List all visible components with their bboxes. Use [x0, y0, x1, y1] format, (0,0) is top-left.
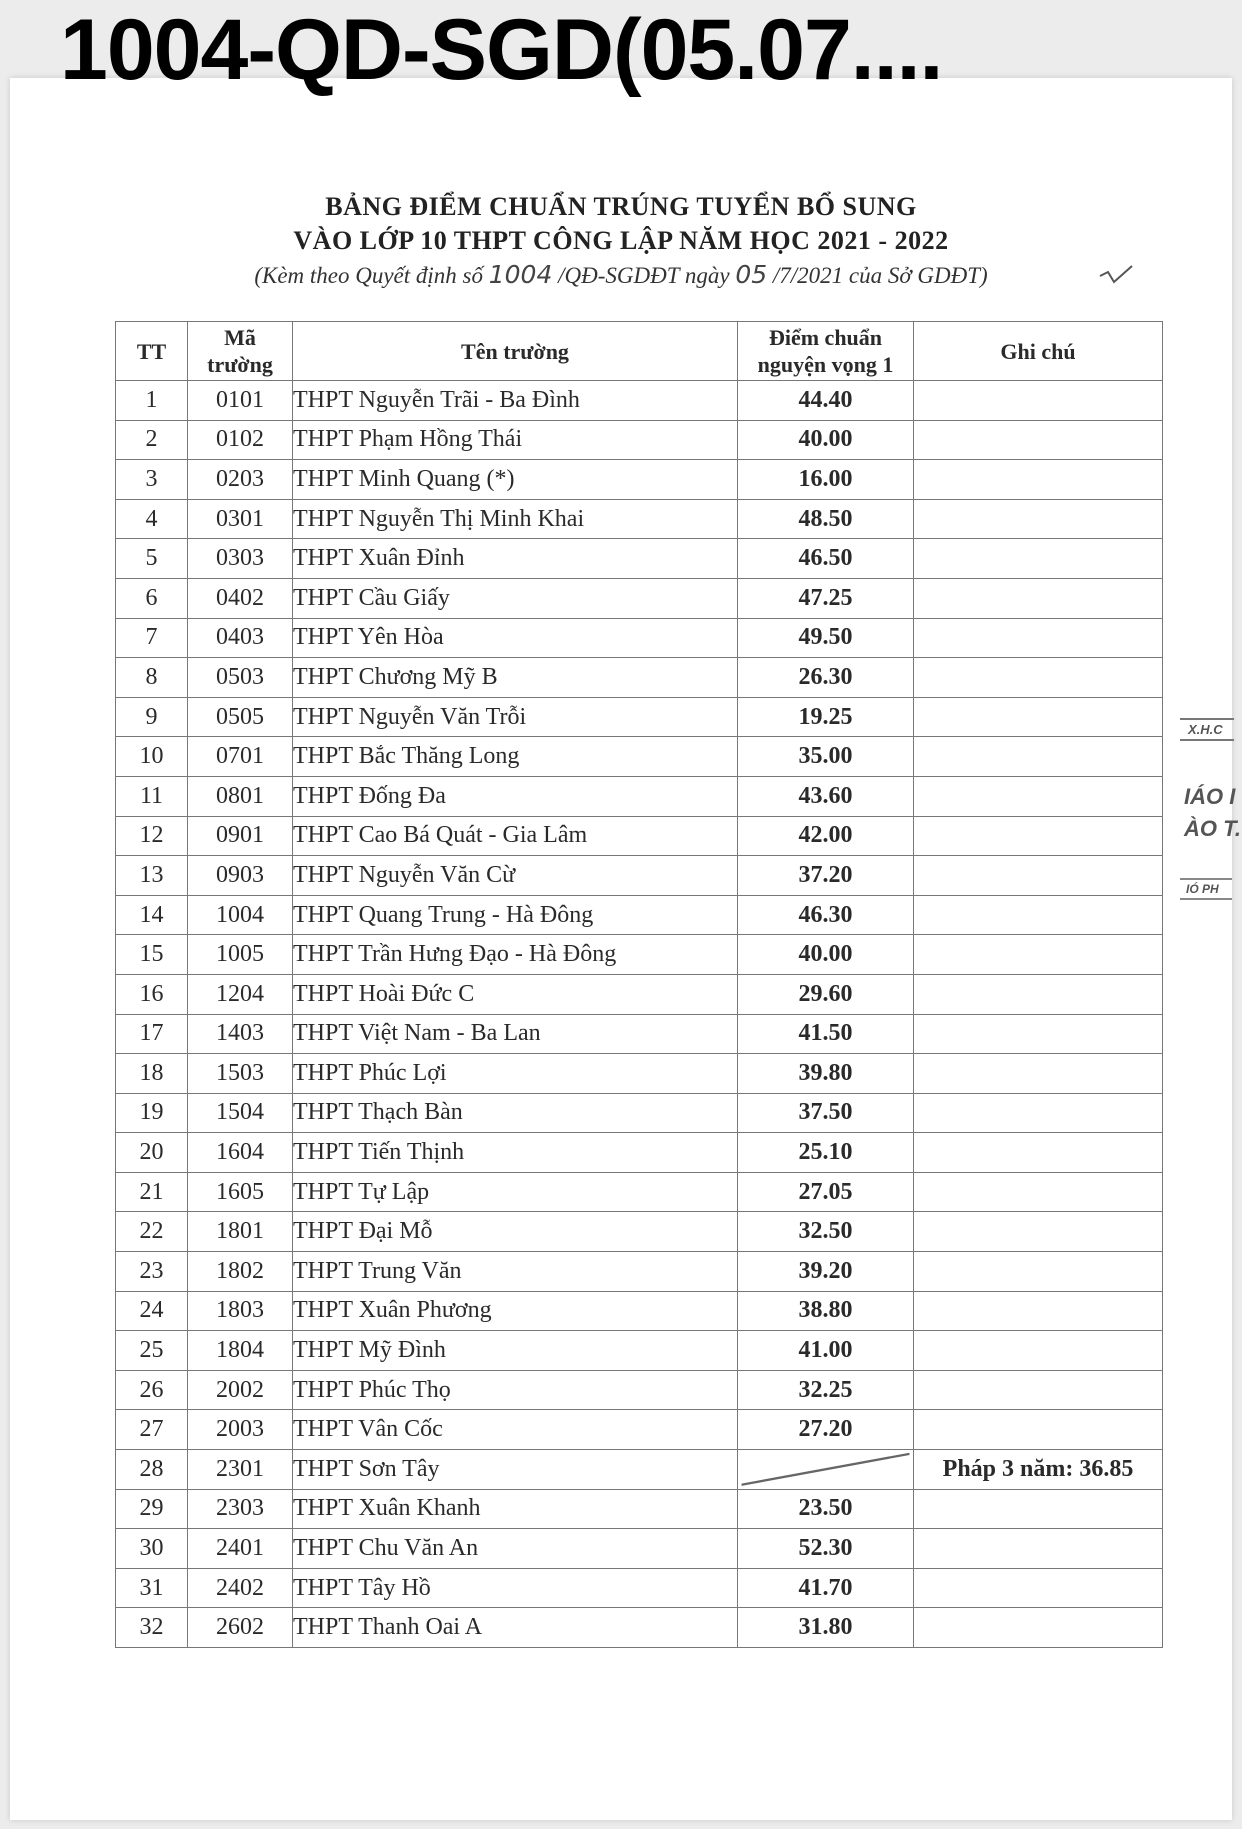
- school-code: 1504: [188, 1093, 293, 1133]
- school-name: THPT Việt Nam - Ba Lan: [293, 1014, 738, 1054]
- cutoff-score: 48.50: [738, 499, 914, 539]
- table-row: [116, 658, 1163, 698]
- note-cell: [914, 1410, 1163, 1450]
- school-code: 2301: [188, 1450, 293, 1490]
- school-name: THPT Sơn Tây: [293, 1450, 738, 1490]
- note-cell: [914, 1133, 1163, 1173]
- header-score-line2: nguyện vọng 1: [757, 352, 894, 377]
- row-number: 14: [116, 895, 188, 935]
- school-code: 1004: [188, 895, 293, 935]
- row-number: 15: [116, 935, 188, 975]
- note-cell: [914, 1093, 1163, 1133]
- table-row: [116, 737, 1163, 777]
- row-number: 11: [116, 776, 188, 816]
- cutoff-score: 39.20: [738, 1252, 914, 1292]
- school-code: 0403: [188, 618, 293, 658]
- cutoff-score: 29.60: [738, 974, 914, 1014]
- school-name: THPT Cầu Giấy: [293, 578, 738, 618]
- note-cell: [914, 1331, 1163, 1371]
- margin-stamp-fragment: X.H.C: [1180, 718, 1234, 741]
- table-row: [116, 1252, 1163, 1292]
- table-row: [116, 499, 1163, 539]
- note-cell: Pháp 3 năm: 36.85: [914, 1450, 1163, 1490]
- school-code: 1802: [188, 1252, 293, 1292]
- note-cell: [914, 618, 1163, 658]
- subtitle-part2: /QĐ-SGDĐT ngày: [552, 263, 736, 288]
- school-code: 2003: [188, 1410, 293, 1450]
- table-row: [116, 776, 1163, 816]
- row-number: 8: [116, 658, 188, 698]
- school-code: 0505: [188, 697, 293, 737]
- cutoff-score: 47.25: [738, 578, 914, 618]
- row-number: 17: [116, 1014, 188, 1054]
- header-score-line1: Điểm chuẩn: [768, 325, 883, 350]
- school-name: THPT Cao Bá Quát - Gia Lâm: [293, 816, 738, 856]
- row-number: 18: [116, 1054, 188, 1094]
- note-cell: [914, 1291, 1163, 1331]
- note-cell: [914, 776, 1163, 816]
- table-row: [116, 460, 1163, 500]
- row-number: 23: [116, 1252, 188, 1292]
- document-heading-line1: BẢNG ĐIỂM CHUẨN TRÚNG TUYỂN BỔ SUNG: [325, 192, 917, 221]
- school-name: THPT Nguyễn Văn Trỗi: [293, 697, 738, 737]
- school-name: THPT Mỹ Đình: [293, 1331, 738, 1371]
- post-title: 1004-QD-SGD(05.07....: [60, 2, 943, 98]
- school-code: 1801: [188, 1212, 293, 1252]
- header-code-line2: trường: [207, 352, 273, 377]
- table-row: [116, 1450, 1163, 1490]
- subtitle-part1: (Kèm theo Quyết định số: [254, 263, 489, 288]
- row-number: 31: [116, 1568, 188, 1608]
- note-cell: [914, 499, 1163, 539]
- table-row: [116, 381, 1163, 421]
- cutoff-score: 41.70: [738, 1568, 914, 1608]
- school-code: 0402: [188, 578, 293, 618]
- school-code: 1605: [188, 1172, 293, 1212]
- table-row: [116, 539, 1163, 579]
- note-cell: [914, 1014, 1163, 1054]
- handwritten-tick-mark: [1098, 262, 1134, 286]
- school-name: THPT Đống Đa: [293, 776, 738, 816]
- header-tt: TT: [116, 322, 188, 381]
- cutoff-score: 40.00: [738, 935, 914, 975]
- row-number: 22: [116, 1212, 188, 1252]
- header-score: [738, 322, 914, 381]
- cutoff-score: 32.25: [738, 1370, 914, 1410]
- school-code: 0901: [188, 816, 293, 856]
- note-cell: [914, 974, 1163, 1014]
- school-code: 0101: [188, 381, 293, 421]
- school-code: 0203: [188, 460, 293, 500]
- table-header-row: [116, 322, 1163, 381]
- note-cell: [914, 1054, 1163, 1094]
- subtitle-part3: /7/2021 của Sở GDĐT): [767, 263, 988, 288]
- table-row: [116, 1212, 1163, 1252]
- row-number: 29: [116, 1489, 188, 1529]
- row-number: 1: [116, 381, 188, 421]
- header-school-code: [188, 322, 293, 381]
- table-row: [116, 1172, 1163, 1212]
- school-code: 2401: [188, 1529, 293, 1569]
- school-code: 2402: [188, 1568, 293, 1608]
- table-row: [116, 1331, 1163, 1371]
- cutoff-score: 35.00: [738, 737, 914, 777]
- row-number: 2: [116, 420, 188, 460]
- cutoff-score: 37.50: [738, 1093, 914, 1133]
- school-name: THPT Thanh Oai A: [293, 1608, 738, 1648]
- row-number: 5: [116, 539, 188, 579]
- school-name: THPT Đại Mỗ: [293, 1212, 738, 1252]
- note-cell: [914, 816, 1163, 856]
- school-code: 0303: [188, 539, 293, 579]
- school-code: 2002: [188, 1370, 293, 1410]
- cutoff-score: 19.25: [738, 697, 914, 737]
- row-number: 16: [116, 974, 188, 1014]
- school-name: THPT Quang Trung - Hà Đông: [293, 895, 738, 935]
- cutoff-score: 27.05: [738, 1172, 914, 1212]
- school-code: 1005: [188, 935, 293, 975]
- school-code: 1804: [188, 1331, 293, 1371]
- school-code: 2303: [188, 1489, 293, 1529]
- table-row: [116, 1054, 1163, 1094]
- table-row: [116, 618, 1163, 658]
- margin-stamp-fragment: IÓ PH: [1180, 878, 1232, 900]
- row-number: 24: [116, 1291, 188, 1331]
- table-row: [116, 1608, 1163, 1648]
- school-code: 2602: [188, 1608, 293, 1648]
- school-name: THPT Chương Mỹ B: [293, 658, 738, 698]
- note-cell: [914, 381, 1163, 421]
- cutoff-score: 41.00: [738, 1331, 914, 1371]
- row-number: 9: [116, 697, 188, 737]
- school-name: THPT Chu Văn An: [293, 1529, 738, 1569]
- table-row: [116, 1568, 1163, 1608]
- score-table: [115, 321, 1163, 1648]
- document-heading-line2: VÀO LỚP 10 THPT CÔNG LẬP NĂM HỌC 2021 - 2022: [293, 226, 949, 255]
- note-cell: [914, 1212, 1163, 1252]
- school-name: THPT Nguyễn Thị Minh Khai: [293, 499, 738, 539]
- note-cell: [914, 1370, 1163, 1410]
- table-row: [116, 1093, 1163, 1133]
- header-school-name: Tên trường: [293, 322, 738, 381]
- table-row: [116, 1489, 1163, 1529]
- row-number: 12: [116, 816, 188, 856]
- row-number: 26: [116, 1370, 188, 1410]
- cutoff-score: 40.00: [738, 420, 914, 460]
- school-name: THPT Trung Văn: [293, 1252, 738, 1292]
- school-name: THPT Nguyễn Trãi - Ba Đình: [293, 381, 738, 421]
- table-row: [116, 935, 1163, 975]
- school-name: THPT Phúc Thọ: [293, 1370, 738, 1410]
- note-cell: [914, 1489, 1163, 1529]
- school-name: THPT Tự Lập: [293, 1172, 738, 1212]
- row-number: 10: [116, 737, 188, 777]
- school-name: THPT Phạm Hồng Thái: [293, 420, 738, 460]
- table-row: [116, 1370, 1163, 1410]
- school-code: 0503: [188, 658, 293, 698]
- cutoff-score: 25.10: [738, 1133, 914, 1173]
- row-number: 3: [116, 460, 188, 500]
- table-row: [116, 1529, 1163, 1569]
- school-name: THPT Xuân Khanh: [293, 1489, 738, 1529]
- school-code: 0701: [188, 737, 293, 777]
- table-body: [116, 381, 1163, 1648]
- row-number: 28: [116, 1450, 188, 1490]
- school-name: THPT Bắc Thăng Long: [293, 737, 738, 777]
- row-number: 32: [116, 1608, 188, 1648]
- cutoff-score: 42.00: [738, 816, 914, 856]
- note-cell: [914, 420, 1163, 460]
- table-row: [116, 697, 1163, 737]
- note-cell: [914, 460, 1163, 500]
- header-code-line1: Mã: [224, 325, 256, 350]
- cutoff-score: 27.20: [738, 1410, 914, 1450]
- table-row: [116, 895, 1163, 935]
- table-row: [116, 856, 1163, 896]
- cutoff-score: 26.30: [738, 658, 914, 698]
- empty-cell-diagonal-line: [738, 1450, 913, 1489]
- cutoff-score: 44.40: [738, 381, 914, 421]
- school-name: THPT Xuân Đỉnh: [293, 539, 738, 579]
- margin-stamp-fragment: IÁO I: [1184, 784, 1236, 809]
- cutoff-score: 52.30: [738, 1529, 914, 1569]
- school-name: THPT Trần Hưng Đạo - Hà Đông: [293, 935, 738, 975]
- margin-stamp-fragment: ÀO T.: [1184, 816, 1242, 841]
- handwritten-decision-number: 1004: [488, 260, 553, 289]
- school-code: 1204: [188, 974, 293, 1014]
- note-cell: [914, 856, 1163, 896]
- table-row: [116, 420, 1163, 460]
- note-cell: [914, 1608, 1163, 1648]
- row-number: 6: [116, 578, 188, 618]
- cutoff-score: [738, 1450, 914, 1490]
- cutoff-score: 39.80: [738, 1054, 914, 1094]
- table-row: [116, 1410, 1163, 1450]
- cutoff-score: 38.80: [738, 1291, 914, 1331]
- row-number: 30: [116, 1529, 188, 1569]
- note-cell: [914, 895, 1163, 935]
- school-name: THPT Thạch Bàn: [293, 1093, 738, 1133]
- table-row: [116, 1133, 1163, 1173]
- note-cell: [914, 1529, 1163, 1569]
- table-row: [116, 1291, 1163, 1331]
- cutoff-score: 46.50: [738, 539, 914, 579]
- school-name: THPT Phúc Lợi: [293, 1054, 738, 1094]
- handwritten-day: 05: [735, 260, 768, 289]
- row-number: 19: [116, 1093, 188, 1133]
- row-number: 13: [116, 856, 188, 896]
- school-name: THPT Minh Quang (*): [293, 460, 738, 500]
- row-number: 21: [116, 1172, 188, 1212]
- note-cell: [914, 935, 1163, 975]
- row-number: 4: [116, 499, 188, 539]
- table-row: [116, 1014, 1163, 1054]
- row-number: 25: [116, 1331, 188, 1371]
- cutoff-score: 43.60: [738, 776, 914, 816]
- document-subtitle: [0, 260, 1242, 289]
- cutoff-score: 23.50: [738, 1489, 914, 1529]
- school-name: THPT Hoài Đức C: [293, 974, 738, 1014]
- note-cell: [914, 658, 1163, 698]
- school-name: THPT Xuân Phương: [293, 1291, 738, 1331]
- school-code: 0301: [188, 499, 293, 539]
- table-row: [116, 578, 1163, 618]
- school-code: 0903: [188, 856, 293, 896]
- cutoff-score: 16.00: [738, 460, 914, 500]
- school-code: 1604: [188, 1133, 293, 1173]
- row-number: 27: [116, 1410, 188, 1450]
- cutoff-score: 37.20: [738, 856, 914, 896]
- table-row: [116, 816, 1163, 856]
- row-number: 7: [116, 618, 188, 658]
- note-cell: [914, 1172, 1163, 1212]
- note-cell: [914, 539, 1163, 579]
- school-code: 0102: [188, 420, 293, 460]
- school-code: 1803: [188, 1291, 293, 1331]
- cutoff-score: 32.50: [738, 1212, 914, 1252]
- school-name: THPT Tây Hồ: [293, 1568, 738, 1608]
- note-cell: [914, 697, 1163, 737]
- note-cell: [914, 737, 1163, 777]
- header-note: Ghi chú: [914, 322, 1163, 381]
- school-code: 1403: [188, 1014, 293, 1054]
- note-cell: [914, 578, 1163, 618]
- cutoff-score: 46.30: [738, 895, 914, 935]
- note-cell: [914, 1252, 1163, 1292]
- cutoff-score: 31.80: [738, 1608, 914, 1648]
- school-name: THPT Vân Cốc: [293, 1410, 738, 1450]
- cutoff-score: 49.50: [738, 618, 914, 658]
- school-code: 0801: [188, 776, 293, 816]
- school-code: 1503: [188, 1054, 293, 1094]
- school-name: THPT Yên Hòa: [293, 618, 738, 658]
- school-name: THPT Tiến Thịnh: [293, 1133, 738, 1173]
- school-name: THPT Nguyễn Văn Cừ: [293, 856, 738, 896]
- cutoff-score: 41.50: [738, 1014, 914, 1054]
- row-number: 20: [116, 1133, 188, 1173]
- note-cell: [914, 1568, 1163, 1608]
- table-row: [116, 974, 1163, 1014]
